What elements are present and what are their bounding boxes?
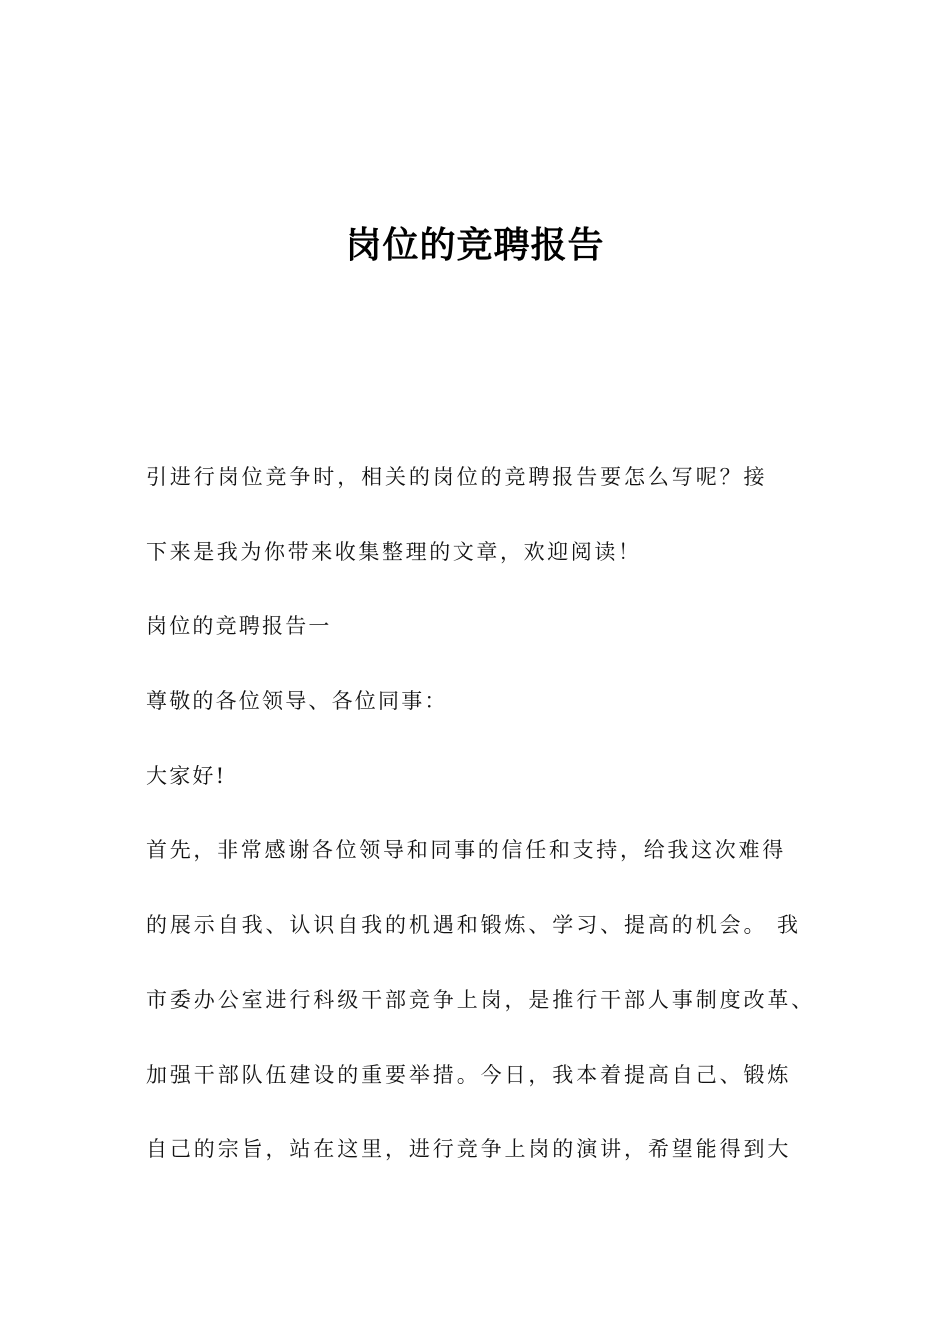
body-line-4: 的展示自我、认识自我的机遇和锻炼、学习、提高的机会。 我 — [146, 913, 801, 937]
body-line-5: 市委办公室进行科级干部竞争上岗，是推行干部人事制度改革、 — [146, 988, 816, 1012]
section-heading-1: 岗位的竞聘报告一 — [146, 614, 332, 638]
body-line-6: 加强干部队伍建设的重要举措。今日，我本着提高自己、锻炼 — [146, 1063, 792, 1087]
salutation-line: 尊敬的各位领导、各位同事： — [146, 689, 448, 713]
body-line-1: 引进行岗位竞争时，相关的岗位的竞聘报告要怎么写呢？接 — [146, 465, 768, 489]
greeting-line: 大家好! — [146, 764, 227, 788]
document-title: 岗位的竞聘报告 — [345, 225, 605, 266]
body-line-3: 首先，非常感谢各位领导和同事的信任和支持，给我这次难得 — [146, 838, 786, 862]
body-line-2: 下来是我为你带来收集整理的文章，欢迎阅读！ — [146, 540, 642, 564]
body-line-7: 自己的宗旨，站在这里，进行竞争上岗的演讲，希望能得到大 — [146, 1137, 792, 1161]
